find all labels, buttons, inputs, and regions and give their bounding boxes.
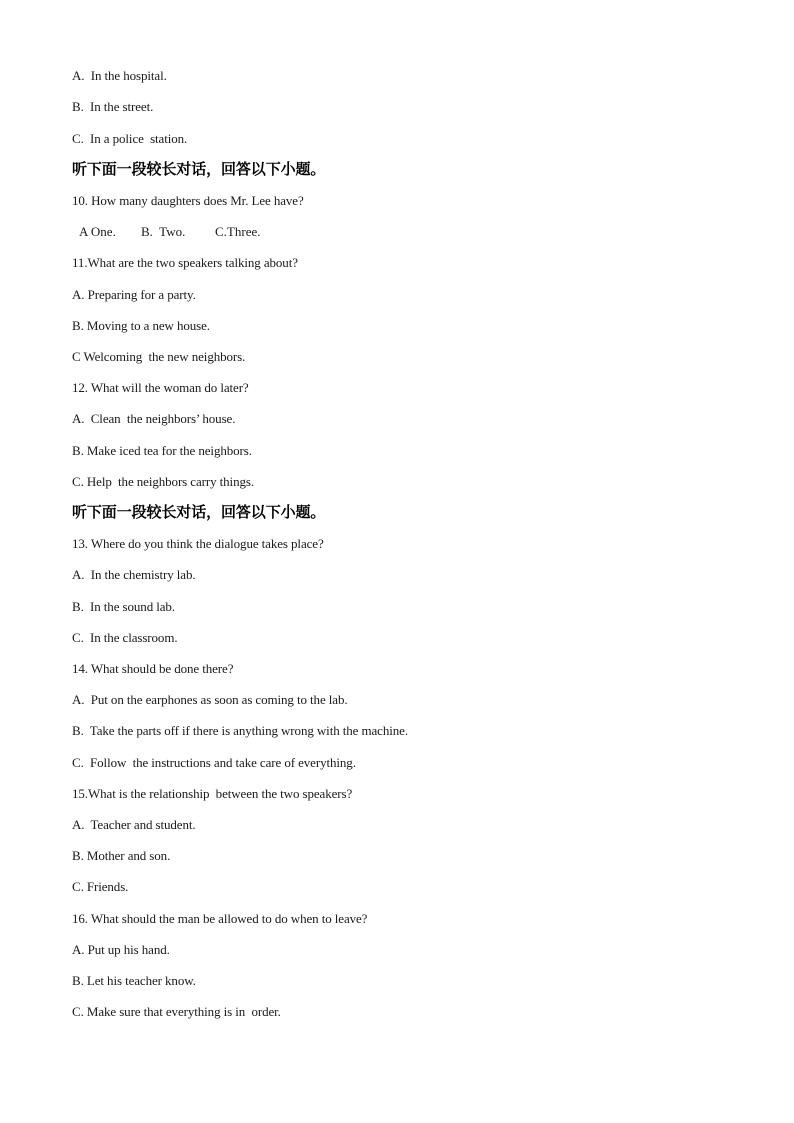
q11-question: 11.What are the two speakers talking about?	[72, 255, 298, 270]
q12-option-c: C. Help the neighbors carry things.	[72, 474, 254, 489]
q15-option-c: C. Friends.	[72, 879, 129, 894]
q9-option-c: C. In a police station.	[72, 131, 188, 146]
q14-option-a: A. Put on the earphones as soon as coming to the lab.	[72, 692, 348, 707]
q13-option-b: B. In the sound lab.	[72, 599, 175, 614]
q11-option-b: B. Moving to a new house.	[72, 318, 210, 333]
section-heading-1: 听下面一段较长对话，回答以下小题。	[72, 160, 326, 178]
q10-option-b: B. Two.	[141, 224, 186, 239]
q14-option-b: B. Take the parts off if there is anything wrong with the machine.	[72, 723, 408, 738]
q16-option-c: C. Make sure that everything is in order.	[72, 1004, 281, 1019]
q16-option-a: A. Put up his hand.	[72, 942, 170, 957]
q15-question: 15.What is the relationship between the two speakers?	[72, 786, 353, 801]
q13-option-a: A. In the chemistry lab.	[72, 567, 196, 582]
q13-option-c: C. In the classroom.	[72, 630, 178, 645]
q11-option-c: C Welcoming the new neighbors.	[72, 349, 246, 364]
q10-option-c: C.Three.	[215, 224, 261, 239]
q11-option-a: A. Preparing for a party.	[72, 287, 196, 302]
q9-option-a: A. In the hospital.	[72, 68, 167, 83]
q12-option-b: B. Make iced tea for the neighbors.	[72, 443, 252, 458]
q10-question: 10. How many daughters does Mr. Lee have?	[72, 193, 304, 208]
q15-option-b: B. Mother and son.	[72, 848, 171, 863]
q15-option-a: A. Teacher and student.	[72, 817, 196, 832]
q10-option-a: A One.	[79, 224, 116, 239]
q14-question: 14. What should be done there?	[72, 661, 234, 676]
section-heading-2: 听下面一段较长对话，回答以下小题。	[72, 503, 326, 521]
q13-question: 13. Where do you think the dialogue takes place?	[72, 536, 324, 551]
q14-option-c: C. Follow the instructions and take care of everything.	[72, 755, 356, 770]
q12-question: 12. What will the woman do later?	[72, 380, 249, 395]
q16-option-b: B. Let his teacher know.	[72, 973, 196, 988]
q12-option-a: A. Clean the neighbors’ house.	[72, 411, 236, 426]
q9-option-b: B. In the street.	[72, 99, 154, 114]
q16-question: 16. What should the man be allowed to do when to leave?	[72, 911, 368, 926]
